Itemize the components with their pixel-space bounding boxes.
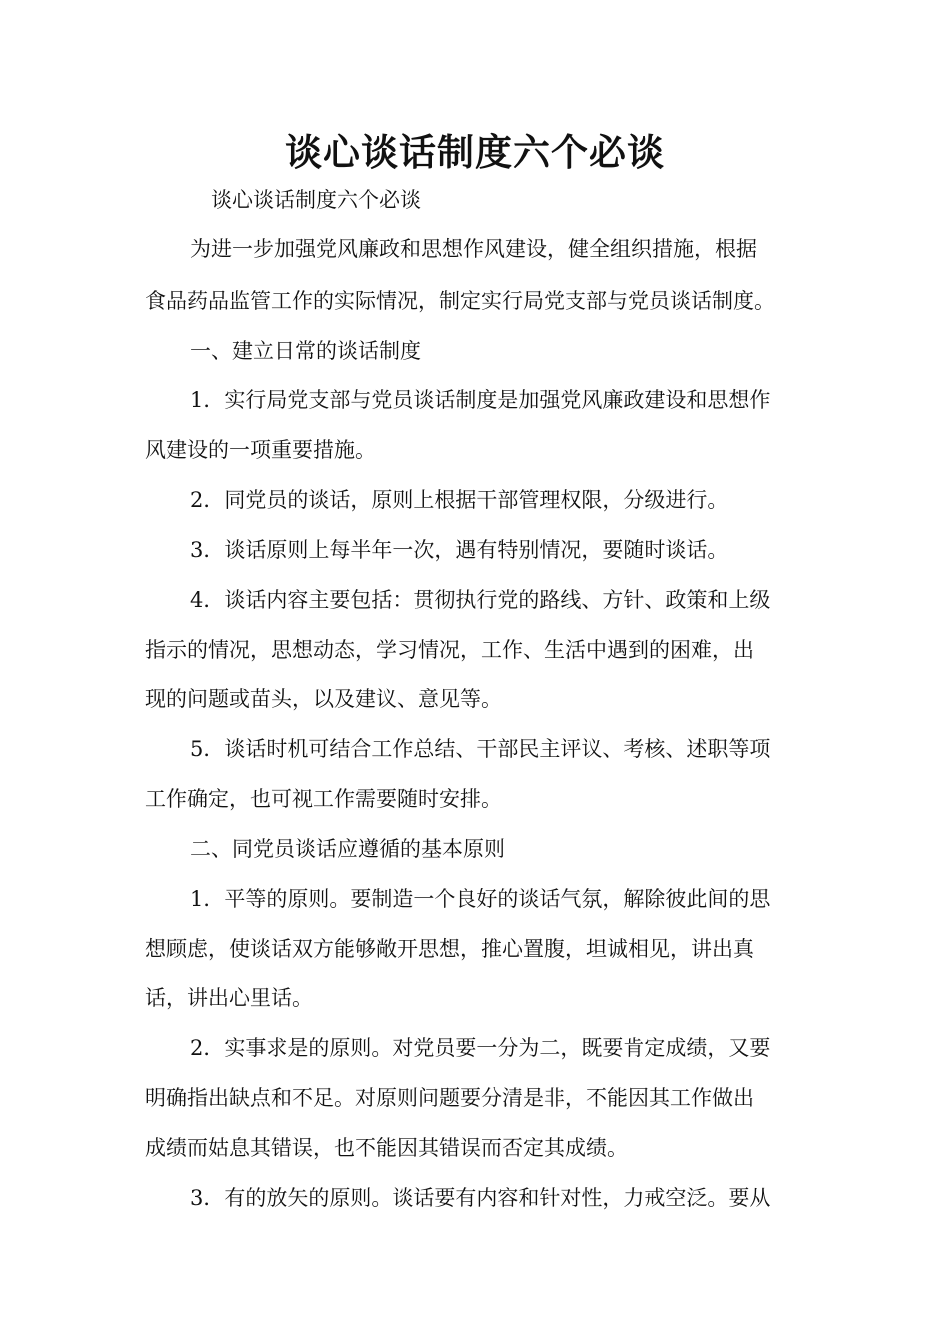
document-subtitle: 谈心谈话制度六个必谈 <box>211 188 421 212</box>
paragraph-line: 3．有的放矢的原则。谈话要有内容和针对性，力戒空泛。要从 <box>190 1186 771 1210</box>
paragraph-line: 5．谈话时机可结合工作总结、干部民主评议、考核、述职等项 <box>190 737 771 761</box>
section-heading: 一、建立日常的谈话制度 <box>190 339 421 363</box>
paragraph-line: 现的问题或苗头，以及建议、意见等。 <box>145 687 502 711</box>
paragraph-line: 4．谈话内容主要包括：贯彻执行党的路线、方针、政策和上级 <box>190 588 771 612</box>
section-heading: 二、同党员谈话应遵循的基本原则 <box>190 837 505 861</box>
paragraph-line: 为进一步加强党风廉政和思想作风建设，健全组织措施，根据 <box>190 237 757 261</box>
paragraph-line: 明确指出缺点和不足。对原则问题要分清是非，不能因其工作做出 <box>145 1086 754 1110</box>
paragraph-line: 成绩而姑息其错误，也不能因其错误而否定其成绩。 <box>145 1136 628 1160</box>
paragraph-line: 工作确定，也可视工作需要随时安排。 <box>145 787 502 811</box>
paragraph-line: 2．同党员的谈话，原则上根据干部管理权限，分级进行。 <box>190 488 729 512</box>
paragraph-line: 1．平等的原则。要制造一个良好的谈话气氛，解除彼此间的思 <box>190 887 771 911</box>
paragraph-line: 风建设的一项重要措施。 <box>145 438 376 462</box>
paragraph-line: 1．实行局党支部与党员谈话制度是加强党风廉政建设和思想作 <box>190 388 771 412</box>
document-title: 谈心谈话制度六个必谈 <box>285 130 665 174</box>
paragraph-line: 话，讲出心里话。 <box>145 986 313 1010</box>
paragraph-line: 指示的情况，思想动态，学习情况，工作、生活中遇到的困难，出 <box>145 638 754 662</box>
paragraph-line: 3．谈话原则上每半年一次，遇有特别情况，要随时谈话。 <box>190 538 729 562</box>
paragraph-line: 食品药品监管工作的实际情况，制定实行局党支部与党员谈话制度。 <box>145 289 775 313</box>
paragraph-line: 想顾虑，使谈话双方能够敞开思想，推心置腹，坦诚相见，讲出真 <box>145 937 754 961</box>
paragraph-line: 2．实事求是的原则。对党员要一分为二，既要肯定成绩，又要 <box>190 1036 771 1060</box>
